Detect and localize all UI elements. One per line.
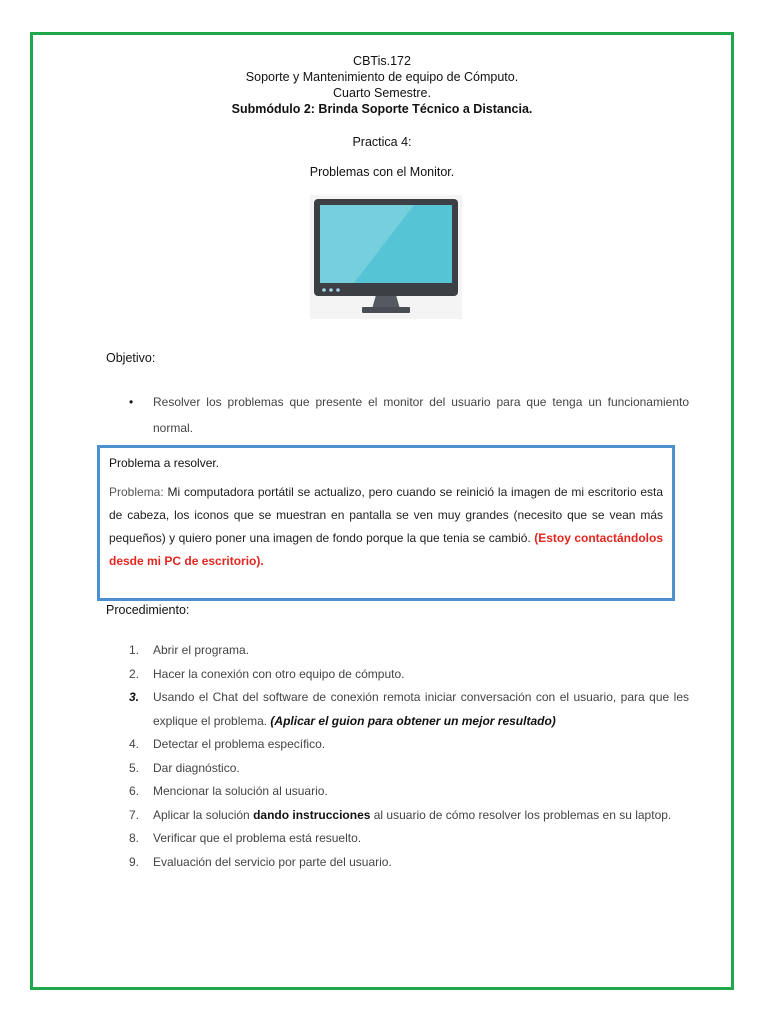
submodule-title: Submódulo 2: Brinda Soporte Técnico a Distancia. [231,102,533,116]
objective-heading: Objetivo: [106,351,156,365]
list-item: 2. Hacer la conexión con otro equipo de cómputo. [129,666,405,681]
procedure-steps [129,639,689,874]
practice-title: Problemas con el Monitor. [309,165,455,179]
course-name: Soporte y Mantenimiento de equipo de Cómputo. [245,70,519,84]
problem-title: Problema a resolver. [109,456,220,470]
bullet-icon: • [129,395,134,409]
list-item: 6. Mencionar la solución al usuario. [129,784,328,798]
list-item: 9. Evaluación del servicio por parte del usuario. [129,854,392,869]
procedure-heading: Procedimiento: [106,603,190,617]
list-item: 7. Aplicar la solución dando instrucciones al usuario de cómo resolver los problemas en su laptop. [129,807,672,822]
semester: Cuarto Semestre. [333,86,431,100]
practice-number: Practica 4: [352,135,412,149]
step-emphasis: (Aplicar el guion para obtener un mejor resultado) [270,713,556,728]
objective-list [129,389,689,441]
page-frame [30,32,734,990]
objective-item: Resolver los problemas que presente el monitor del usuario para que tenga un funcionamiento normal. [153,395,689,435]
list-item: 3. Usando el Chat del software de conexión remota iniciar conversación con el usuario, para que les explique el problema. (Aplicar el guion para obtener un mejor resultado) [129,690,689,728]
list-item: 4. Detectar el problema específico. [129,737,326,751]
list-item: 8. Verificar que el problema está resuelto. [129,831,362,845]
school-name: CBTis.172 [353,54,411,68]
list-item: 5. Dar diagnóstico. [129,760,240,775]
problem-highlight: (Estoy contactándolos desde mi PC de escritorio). [109,531,663,568]
problem-body [109,481,663,573]
problem-box [97,445,675,601]
problem-label: Problema: [109,485,164,499]
step-strong: dando instrucciones [253,807,371,822]
problem-text: Mi computadora portátil se actualizo, pero cuando se reinició la imagen de mi escritorio esta de cabeza, los iconos que se muestran en pantalla se ven muy grandes (necesito que se vean más pequeños) y quiero poner una imagen de fondo porque la que tenia se cambió. [109,485,663,545]
document-header [33,53,731,117]
monitor-icon [310,195,462,319]
list-item: 1. Abrir el programa. [129,643,250,657]
